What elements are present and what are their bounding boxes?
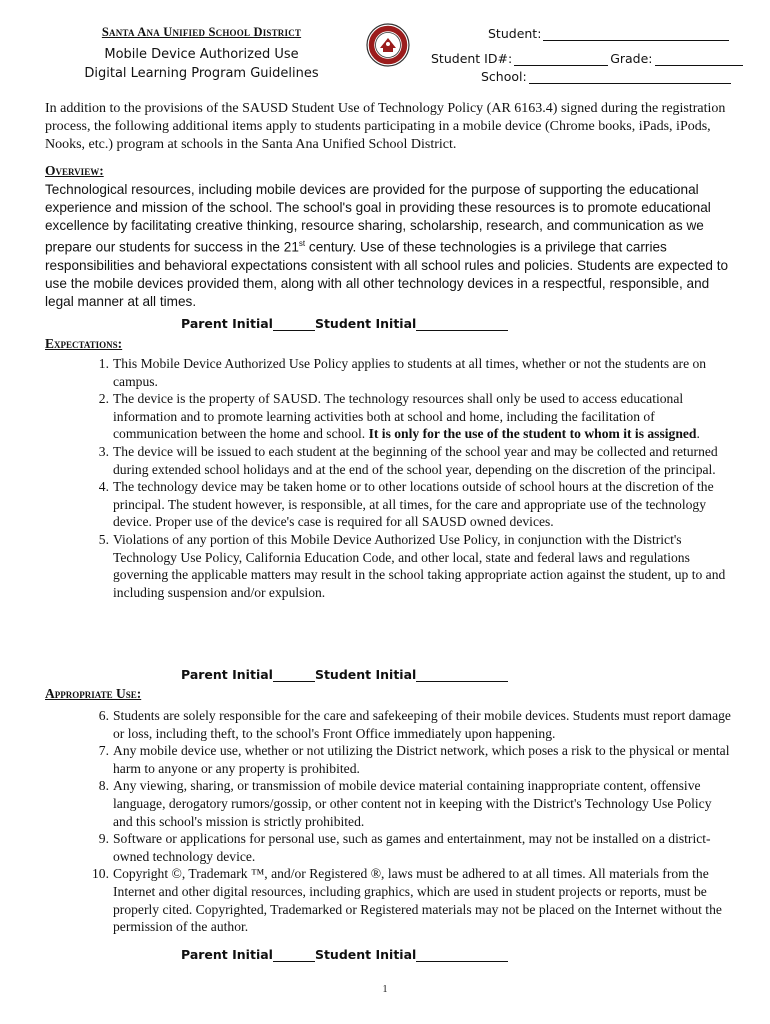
student-initial-label: Student Initial [314,947,417,962]
list-item-text-tail: . [696,426,700,442]
list-item [92,865,733,935]
list-item [98,707,733,742]
list-item [98,830,733,865]
initials-row-appropriate-use [181,947,508,962]
list-item-text: Any viewing, sharing, or transmission of mobile device material containing inappropriate content, offensive language, derogatory rumors/gossip, or other content not in keeping with the District's Technology Use Policy and this school's mission is strictly prohibited. [113,778,712,829]
list-item-text: Software or applications for personal use, such as games and entertainment, may not be installed on a district-owned technology device. [113,831,711,864]
student-label: Student: [488,26,542,41]
student-initial-line[interactable] [416,667,508,682]
student-id-label: Student ID#: [431,51,513,66]
student-name-line[interactable] [543,26,729,41]
parent-initial-label: Parent Initial [181,667,273,682]
appropriate-use-list [92,707,733,936]
list-item [98,531,733,601]
document-header-left [84,25,319,83]
list-item-emphasis: It is only for the use of the student to whom it is assigned [368,426,697,442]
list-item-number: 2. [98,391,109,407]
list-item-text: Violations of any portion of this Mobile Device Authorized Use Policy, in conjunction with the District's Technology Use Policy, California Education Code, and other local, state and federal laws and regulations governing the applicable matters may result in the school taking appropriate action against the student, up to and including suspension and/or expulsion. [113,531,726,600]
subtitle-line-2: Digital Learning Program Guidelines [84,66,319,81]
list-item [98,390,733,443]
school-label: School: [481,69,527,84]
initials-row-expectations [181,667,508,682]
list-item-text: The technology device may be taken home or to other locations outside of school hours at the discretion of the principal. The student however, is responsible, at all times, for the care and appropriate use of the technology device. Proper use of the device's case is required for all SAUSD owned devices. [113,479,714,530]
subtitle-line-1: Mobile Device Authorized Use [104,47,299,62]
school-line[interactable] [529,69,731,84]
overview-superscript: st [298,239,306,248]
list-item-number: 8. [98,778,109,794]
parent-initial-line[interactable] [273,316,315,331]
overview-paragraph [45,181,735,311]
list-item-number: 5. [98,531,109,547]
list-item-number: 1. [98,356,109,371]
overview-heading: Overview: [45,163,104,178]
list-item [98,443,733,478]
parent-initial-label: Parent Initial [181,947,273,962]
intro-paragraph: In addition to the provisions of the SAUSD Student Use of Technology Policy (AR 6163.4) signed during the registration process, the following additional items apply to students participating in a mobile device (Chrome books, iPads, iPods, Nooks, etc.) program at schools in the Santa Ana Unified School District. [45,101,726,152]
grade-line[interactable] [655,51,743,66]
grade-label: Grade: [610,51,653,66]
student-initial-label: Student Initial [314,316,417,331]
list-item-text: Students are solely responsible for the care and safekeeping of their mobile devices. Students must report damage or loss, including theft, to the school's Front Office immediately upon happening. [113,708,731,741]
list-item-text: Copyright ©, Trademark ™, and/or Registered ®, laws must be adhered to at all times. All materials from the Internet and other digital resources, including graphics, which are used in student projects or reports, must be properly cited. Copyrighted, Trademarked or Registered materials may not be placed on the Internet without the permission of the author. [113,866,722,935]
parent-initial-line[interactable] [273,667,315,682]
list-item [98,355,733,390]
list-item-number: 3. [98,443,109,459]
expectations-list [98,355,733,601]
district-name: Santa Ana Unified School District [101,25,302,39]
list-item-number: 10. [92,866,109,882]
student-initial-line[interactable] [416,947,508,962]
parent-initial-line[interactable] [273,947,315,962]
list-item-text: Any mobile device use, whether or not utilizing the District network, which poses a risk to the physical or mental harm to anyone or any property is prohibited. [113,743,730,776]
student-id-field[interactable] [431,51,743,66]
page-number: 1 [382,984,388,995]
overview-text-part-1: Technological resources, including mobile devices are provided for the purpose of supporting the educational experience and mission of the school. The school's goal in providing these resources is to promote educational excellence by facilitating creative thinking, resource sharing, scholarship, research, and communication as we prepare our students for success in the 21 [45,182,711,255]
initials-row-overview [181,316,508,331]
list-item [98,742,733,777]
overview-text-part-2: century. Use of these technologies is a privilege that carries responsibilities and behavioral expectations consistent with all school rules and policies. Students are expected to use the mobile devices provided them, along with all other technology devices in a respectful, responsible, and legal manner at all times. [45,239,729,309]
expectations-heading: Expectations: [45,336,123,351]
list-item-text: The device is the property of SAUSD. The technology resources shall only be used to access educational information and to promote learning activities both at school and home, including the facilitation of communication between the home and school. [113,391,684,442]
list-item-number: 9. [98,831,109,847]
list-item-number: 7. [98,743,109,759]
district-seal-logo [366,23,410,67]
student-name-field[interactable] [488,26,729,41]
list-item-number: 4. [98,479,109,495]
school-field[interactable] [481,69,731,84]
list-item-text: The device will be issued to each student at the beginning of the school year and may be collected and returned during extended school holidays and at the end of the school year, depending on the discretion of the principal. [113,443,718,477]
list-item [98,777,733,830]
student-initial-label: Student Initial [314,667,417,682]
student-id-line[interactable] [514,51,608,66]
student-initial-line[interactable] [416,316,508,331]
document-subtitle [84,45,319,83]
appropriate-use-heading: Appropriate Use: [45,686,142,701]
list-item [98,478,733,531]
list-item-number: 6. [98,708,109,723]
list-item-text: This Mobile Device Authorized Use Policy applies to students at all times, whether or not the students are on campus. [113,356,707,389]
parent-initial-label: Parent Initial [181,316,273,331]
